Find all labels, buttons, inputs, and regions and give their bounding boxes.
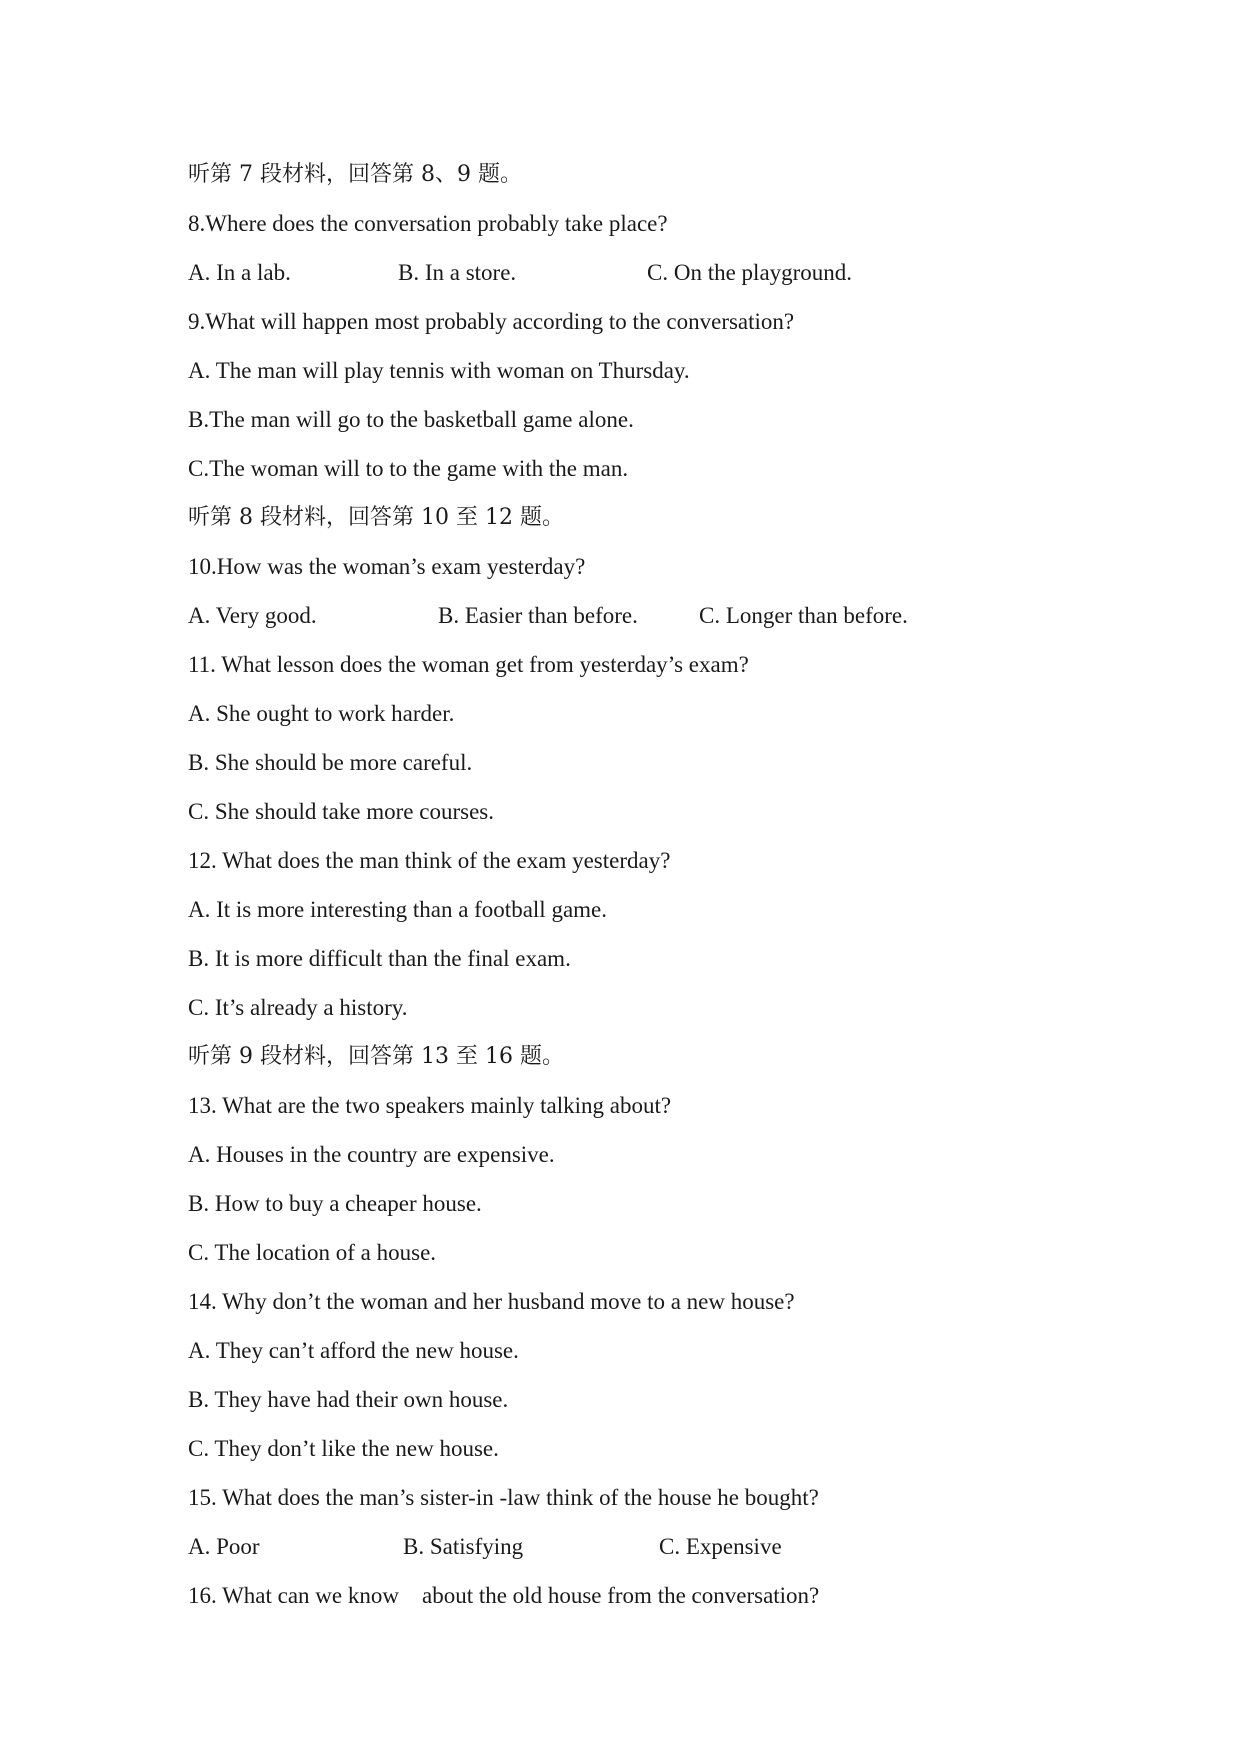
question-10-options [188, 597, 1088, 646]
option-c: C. She should take more courses. [188, 799, 494, 824]
option-a: A. In a lab. [188, 260, 291, 285]
option-c: C. They don’t like the new house. [188, 1436, 499, 1461]
option-c: C. The location of a house. [188, 1240, 437, 1265]
option-a: A. She ought to work harder. [188, 701, 455, 726]
option-b: B. Easier than before. [438, 603, 638, 628]
question-10: 10.How was the woman’s exam yesterday? [188, 554, 586, 579]
option-c: C. It’s already a history. [188, 995, 408, 1020]
option-c: C. Longer than before. [699, 603, 908, 628]
option-a: A. Houses in the country are expensive. [188, 1142, 555, 1167]
section-header: 听第 7 段材料，回答第 8、9 题。 [188, 162, 522, 187]
option-a: A. It is more interesting than a football game. [188, 897, 607, 922]
option-b: B.The man will go to the basketball game alone. [188, 407, 634, 432]
question-15: 15. What does the man’s sister-in -law think of the house he bought? [188, 1485, 819, 1510]
section-header: 听第 8 段材料，回答第 10 至 12 题。 [188, 505, 564, 530]
question-13: 13. What are the two speakers mainly talking about? [188, 1093, 672, 1118]
option-a: A. The man will play tennis with woman on Thursday. [188, 358, 690, 383]
question-14: 14. Why don’t the woman and her husband move to a new house? [188, 1289, 795, 1314]
question-8-options [188, 254, 1088, 303]
option-b: B. They have had their own house. [188, 1387, 509, 1412]
option-b: B. Satisfying [403, 1534, 524, 1559]
exam-page [188, 156, 1088, 1626]
question-9: 9.What will happen most probably according to the conversation? [188, 309, 795, 334]
question-16: 16. What can we know about the old house from the conversation? [188, 1583, 820, 1608]
question-15-options [188, 1528, 1088, 1577]
option-a: A. Very good. [188, 603, 317, 628]
section-header: 听第 9 段材料，回答第 13 至 16 题。 [188, 1044, 564, 1069]
option-a: A. Poor [188, 1534, 260, 1559]
question-8: 8.Where does the conversation probably take place? [188, 211, 668, 236]
option-c: C.The woman will to to the game with the man. [188, 456, 629, 481]
option-b: B. How to buy a cheaper house. [188, 1191, 482, 1216]
option-b: B. In a store. [398, 260, 517, 285]
question-11: 11. What lesson does the woman get from yesterday’s exam? [188, 652, 749, 677]
option-a: A. They can’t afford the new house. [188, 1338, 519, 1363]
question-12: 12. What does the man think of the exam yesterday? [188, 848, 671, 873]
option-c: C. Expensive [659, 1534, 782, 1559]
option-c: C. On the playground. [647, 260, 853, 285]
option-b: B. She should be more careful. [188, 750, 473, 775]
option-b: B. It is more difficult than the final exam. [188, 946, 571, 971]
